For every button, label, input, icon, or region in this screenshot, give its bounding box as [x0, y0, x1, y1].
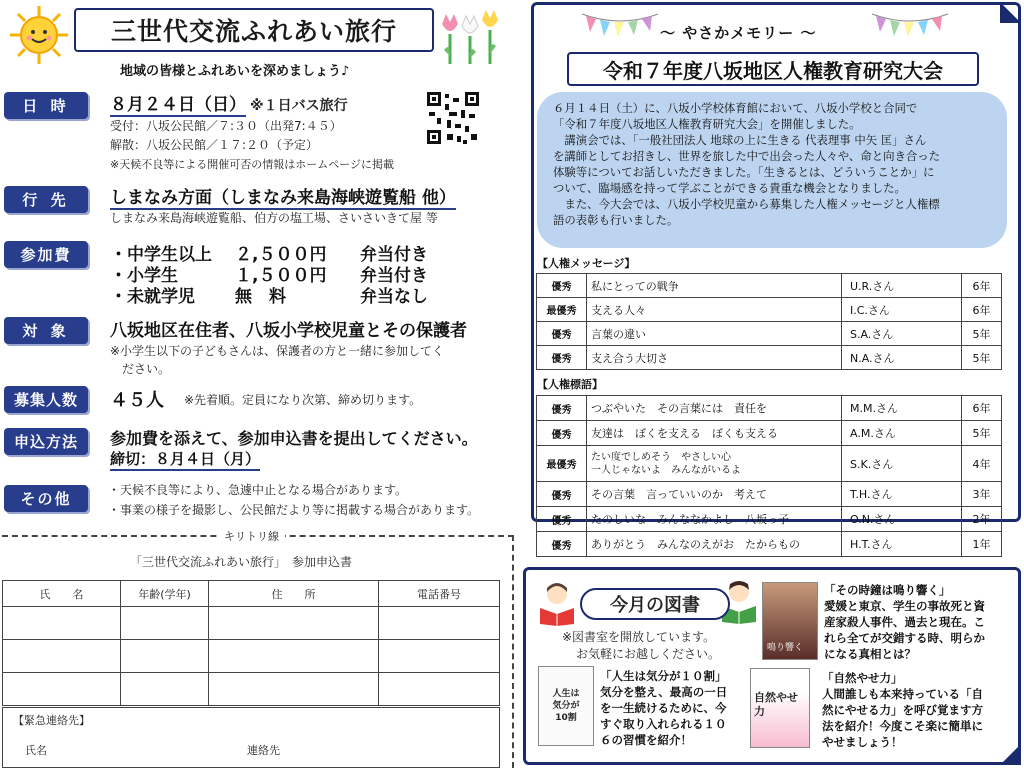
entry-grade: 1年	[962, 532, 1002, 557]
entry-name: O.N.さん	[842, 507, 962, 532]
reading-girl-illustration	[536, 580, 578, 626]
award: 優秀	[537, 482, 587, 507]
date-dismissal: 解散：八坂公民館／１７:２０（予定）	[110, 138, 319, 152]
memory-subtitle: ～ やさかメモリー ～	[660, 24, 817, 42]
entry-name: T.H.さん	[842, 482, 962, 507]
form-cell[interactable]	[379, 640, 500, 673]
library-note-1: ※図書室を開放しています。	[562, 630, 716, 644]
target-note-2: ださい。	[122, 362, 171, 376]
entry-text: 支える人々	[587, 298, 842, 322]
book-desc-line: すぐ取り入れられる１０	[600, 717, 727, 731]
fee-who: ・未就学児	[110, 287, 195, 307]
book-desc-line: を一生続けるために、今	[600, 701, 727, 715]
entry-text: その言葉 言っていいのか 考えて	[587, 482, 842, 507]
award: 優秀	[537, 507, 587, 532]
book-desc-line: 気分を整え、最高の一日	[600, 685, 728, 699]
slogans-label: 【人権標語】	[537, 378, 603, 391]
form-header-age: 年齢(学年)	[121, 581, 209, 607]
bunting-right	[870, 10, 950, 40]
date-label: 日 時	[4, 92, 88, 119]
entry-text: 友達は ぼくを支える ぼくも支える	[587, 421, 842, 446]
library-note-2: お気軽にお越しください。	[576, 647, 721, 661]
table-row	[537, 507, 1002, 532]
capacity-main: ４５人	[110, 390, 164, 411]
entry-grade: 6年	[962, 274, 1002, 298]
body-line: また、今大会では、八坂小学校児童から募集した人権メッセージと人権標	[553, 197, 940, 211]
book-desc-line: やせましょう！	[822, 735, 903, 749]
tour-title-box	[74, 8, 434, 52]
date-main-row	[110, 90, 348, 117]
other-line-2: ・事業の様子を撮影し、公民館だより等に掲載する場合があります。	[108, 503, 480, 517]
messages-label: 【人権メッセージ】	[537, 257, 636, 270]
memory-title: 令和７年度八坂地区人権教育研究大会	[567, 52, 979, 86]
entry-grade: 5年	[962, 322, 1002, 346]
fee-who: ・中学生以上	[110, 245, 212, 265]
fee-price: 無 料	[235, 287, 286, 307]
qr-code[interactable]	[425, 90, 481, 146]
entry-text-line: 一人じゃないよ みんながいるよ	[591, 464, 741, 476]
destination-main: しまなみ方面（しまなみ来島海峡遊覧船 他）	[110, 183, 456, 210]
book-info-shizen	[822, 670, 983, 750]
book-title: 「人生は気分が１０割」	[600, 669, 727, 683]
book-title: 「その時鐘は鳴り響く」	[824, 583, 951, 597]
table-row	[537, 322, 1002, 346]
award: 最優秀	[537, 446, 587, 482]
entry-grade: 2年	[962, 507, 1002, 532]
form-row[interactable]	[3, 640, 500, 673]
cut-line-vertical	[512, 535, 514, 768]
fee-label: 参加費	[4, 241, 88, 268]
cut-label: キリトリ線	[218, 528, 285, 544]
form-header-phone: 電話番号	[379, 581, 500, 607]
entry-name: S.K.さん	[842, 446, 962, 482]
fee-price: ２,５００円	[235, 245, 327, 265]
form-cell[interactable]	[209, 673, 379, 706]
book-desc-line: ６の習慣を紹介！	[600, 733, 692, 747]
tour-title: 三世代交流ふれあい旅行	[110, 17, 397, 46]
table-row	[537, 532, 1002, 557]
book-title: 「自然やせ力」	[822, 671, 903, 685]
entry-name: H.T.さん	[842, 532, 962, 557]
application-form-table	[2, 580, 500, 706]
fee-row	[110, 282, 510, 307]
other-label: その他	[4, 485, 88, 512]
form-cell[interactable]	[3, 673, 121, 706]
date-weather-note: ※天候不良等による開催可否の情報はホームページに掲載	[110, 158, 394, 171]
entry-grade: 6年	[962, 396, 1002, 421]
entry-text: つぶやいた その言葉には 責任を	[587, 396, 842, 421]
book-cover-text: 人生は気分が10割	[552, 689, 580, 723]
target-label: 対 象	[4, 317, 88, 344]
bunting-left	[580, 10, 660, 40]
apply-deadline: 締切：８月４日（月）	[110, 448, 260, 471]
table-row	[537, 346, 1002, 370]
entry-name: S.A.さん	[842, 322, 962, 346]
entry-text: 支え合う大切さ	[587, 346, 842, 370]
other-line-1: ・天候不良等により、急遽中止となる場合があります。	[108, 483, 408, 497]
fee-lunch: 弁当付き	[360, 245, 428, 265]
table-row	[537, 396, 1002, 421]
entry-name: N.A.さん	[842, 346, 962, 370]
emergency-contact-box[interactable]	[2, 707, 500, 768]
date-main: ８月２４日（日）	[110, 90, 246, 117]
book-cover-sonotoki[interactable]	[762, 582, 818, 660]
body-line: を講師としてお招きし、世界を旅した中で出会った人々や、命と向き合った	[553, 149, 941, 163]
book-info-sonotoki	[824, 582, 985, 662]
form-cell[interactable]	[121, 640, 209, 673]
entry-text: ありがとう みんなのえがお たからもの	[587, 532, 842, 557]
fee-lunch: 弁当なし	[360, 287, 428, 307]
book-desc-line: 愛媛と東京、学生の事故死と資	[824, 599, 985, 613]
book-desc-line: れら全てが交錯する時、明らか	[824, 631, 985, 645]
emergency-name-label: 氏名	[25, 744, 47, 757]
destination-label: 行 先	[4, 186, 88, 213]
book-desc-line: 法を紹介！今度こそ楽に簡単に	[822, 719, 983, 733]
award: 優秀	[537, 322, 587, 346]
form-cell[interactable]	[121, 607, 209, 640]
apply-main: 参加費を添えて、参加申込書を提出してください。	[110, 429, 478, 448]
fee-price: １,５００円	[235, 266, 327, 286]
form-row[interactable]	[3, 607, 500, 640]
entry-text: たのしいな みんななかよし 八坂っ子	[587, 507, 842, 532]
fee-who: ・小学生	[110, 266, 178, 286]
entry-grade: 5年	[962, 421, 1002, 446]
body-line: 体験等についてお話しいただきました。「生きるとは、どういうことか」に	[553, 165, 935, 179]
table-row	[537, 421, 1002, 446]
messages-table	[536, 273, 1002, 370]
form-cell[interactable]	[379, 607, 500, 640]
date-note: ※１日バス旅行	[250, 98, 348, 114]
body-line: ついて、臨場感を持って学ぶことができる貴重な機会となりました。	[553, 181, 906, 195]
form-row[interactable]	[3, 673, 500, 706]
destination-sub: しまなみ来島海峡遊覧船、伯方の塩工場、さいさいきて屋 等	[110, 211, 438, 225]
entry-grade: 5年	[962, 346, 1002, 370]
table-row	[537, 446, 1002, 482]
book-cover-text: 鳴り響く	[767, 643, 804, 653]
award: 優秀	[537, 346, 587, 370]
sun-illustration	[8, 4, 70, 66]
entry-name: M.M.さん	[842, 396, 962, 421]
award: 優秀	[537, 421, 587, 446]
book-desc-line: になる真相とは？	[824, 647, 916, 661]
book-desc-line: 然にやせる力」を呼び覚ます方	[822, 703, 983, 717]
target-main: 八坂地区在住者、八坂小学校児童とその保護者	[110, 321, 467, 341]
body-line: 「令和７年度八坂地区人権教育研究大会」を開催しました。	[553, 117, 861, 131]
entry-grade: 3年	[962, 482, 1002, 507]
apply-label: 申込方法	[4, 428, 88, 455]
table-row	[537, 298, 1002, 322]
book-cover-text: 自然やせ力	[754, 691, 798, 718]
form-title: 「三世代交流ふれあい旅行」 参加申込書	[130, 555, 353, 569]
fee-lunch: 弁当付き	[360, 266, 428, 286]
award: 優秀	[537, 396, 587, 421]
form-cell[interactable]	[209, 607, 379, 640]
award: 優秀	[537, 532, 587, 557]
form-cell[interactable]	[209, 640, 379, 673]
capacity-note: ※先着順。定員になり次第、締め切ります。	[184, 393, 422, 407]
table-row	[537, 482, 1002, 507]
memory-body	[537, 92, 1007, 248]
body-line: 講演会では、「一般社団法人 地球の上に生きる 代表理事 中矢 匡」さん	[553, 133, 927, 147]
body-line: 語の表彰も行いました。	[553, 213, 679, 227]
book-cover-kibun[interactable]	[538, 666, 594, 746]
entry-text: 言葉の違い	[587, 322, 842, 346]
entry-name: U.R.さん	[842, 274, 962, 298]
book-info-kibun	[600, 668, 727, 748]
form-cell[interactable]	[3, 607, 121, 640]
form-cell[interactable]	[121, 673, 209, 706]
form-cell[interactable]	[3, 640, 121, 673]
entry-name: A.M.さん	[842, 421, 962, 446]
entry-grade: 6年	[962, 298, 1002, 322]
body-line: ６月１４日（土）に、八坂小学校体育館において、八坂小学校と合同で	[553, 101, 918, 115]
book-desc-line: 産家殺人事件、過去と現在。こ	[824, 615, 985, 629]
slogans-table	[536, 395, 1002, 557]
form-header-name: 氏 名	[3, 581, 121, 607]
award: 最優秀	[537, 298, 587, 322]
form-header-address: 住 所	[209, 581, 379, 607]
entry-text-line: たい度でしめそう やさしい心	[591, 451, 731, 463]
capacity-label: 募集人数	[4, 386, 88, 413]
emergency-label: 【緊急連絡先】	[13, 714, 90, 727]
entry-text: 私にとっての戦争	[587, 274, 842, 298]
table-row	[537, 274, 1002, 298]
entry-name: I.C.さん	[842, 298, 962, 322]
book-desc-line: 人間誰しも本来持っている「自	[822, 687, 983, 701]
date-reception: 受付：八坂公民館／７:３０（出発7:４５）	[110, 119, 342, 133]
emergency-contact-label: 連絡先	[247, 744, 280, 757]
book-cover-shizen[interactable]	[750, 668, 810, 748]
award: 優秀	[537, 274, 587, 298]
tour-subtitle: 地域の皆様とふれあいを深めましょう♪	[120, 64, 350, 79]
entry-text	[587, 446, 842, 482]
entry-grade: 4年	[962, 446, 1002, 482]
library-title: 今月の図書	[580, 588, 730, 620]
form-cell[interactable]	[379, 673, 500, 706]
target-note-1: ※小学生以下の子どもさんは、保護者の方と一緒に参加してく	[110, 344, 445, 358]
tulip-illustration	[436, 6, 504, 66]
